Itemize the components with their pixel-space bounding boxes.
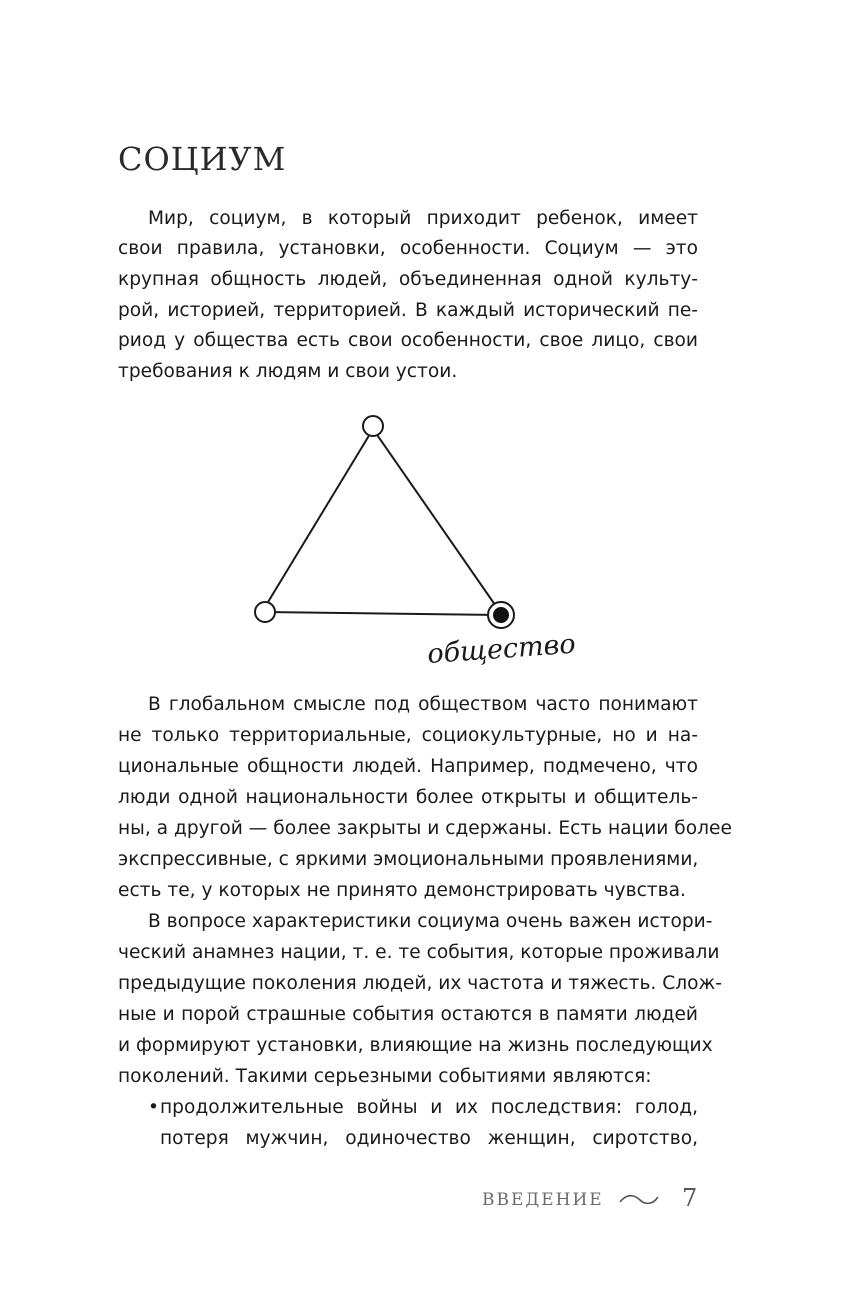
paragraph-line: циональные общности людей. Например, подмечено, что [118,756,698,777]
paragraph-line: поколений. Такими серьезными событиями являются: [118,1066,652,1087]
triangle-edge-left [265,429,373,607]
triangle-edge-bottom [265,612,500,615]
vertex-left [255,602,275,622]
paragraph-line: ческий анамнез нации, т. е. те события, которые проживали [118,942,720,963]
tilde-ornament-icon [618,1192,660,1208]
paragraph-line: экспрессивные, с яркими эмоциональными проявлениями, [118,849,699,870]
list-item-text: потеря мужчин, одиночество женщин, сиротство, [160,1128,698,1149]
page-number: 7 [682,1184,698,1212]
paragraph-line: не только территориальные, социокультурные, но и на- [118,725,698,746]
paragraph-line: рой, историей, территорией. В каждый исторический пе- [118,300,698,321]
paragraph-line: ные и порой страшные события остаются в памяти людей [118,1004,698,1025]
paragraph-line: Мир, социум, в который приходит ребенок, имеет [148,208,698,229]
paragraph-line: люди одной национальности более открыты и общитель- [118,787,698,808]
paragraph-line: требования к людям и свои устои. [118,361,458,382]
society-label: общество [426,628,577,670]
section-heading: СОЦИУМ [118,140,287,178]
paragraph-line: В глобальном смысле под обществом часто понимают [148,694,698,715]
triangle-edge-right [373,429,500,612]
paragraph-line: ны, а другой — более закрыты и сдержаны. Есть нации более [118,818,732,839]
paragraph-line: и формируют установки, влияющие на жизнь последующих [118,1035,713,1056]
society-triangle-diagram [230,405,610,675]
paragraph-line: крупная общность людей, объединенная одной культу- [118,269,698,290]
paragraph-line: В вопросе характеристики социума очень важен истори- [148,911,713,932]
bullet-marker: • [148,1097,159,1118]
paragraph-line: есть те, у которых не принято демонстрировать чувства. [118,880,686,901]
vertex-top [363,416,383,436]
list-item [148,1093,698,1123]
list-item-text: продолжительные войны и их последствия: голод, [160,1097,698,1118]
paragraph-line: предыдущие поколения людей, их частота и тяжесть. Слож- [118,973,722,994]
running-footer-section: ВВЕДЕНИЕ [482,1190,604,1210]
vertex-society-dot [493,607,509,623]
paragraph-line: свои правила, установки, особенности. Социум — это [118,238,698,259]
paragraph-line: риод у общества есть свои особенности, свое лицо, свои [118,330,698,351]
